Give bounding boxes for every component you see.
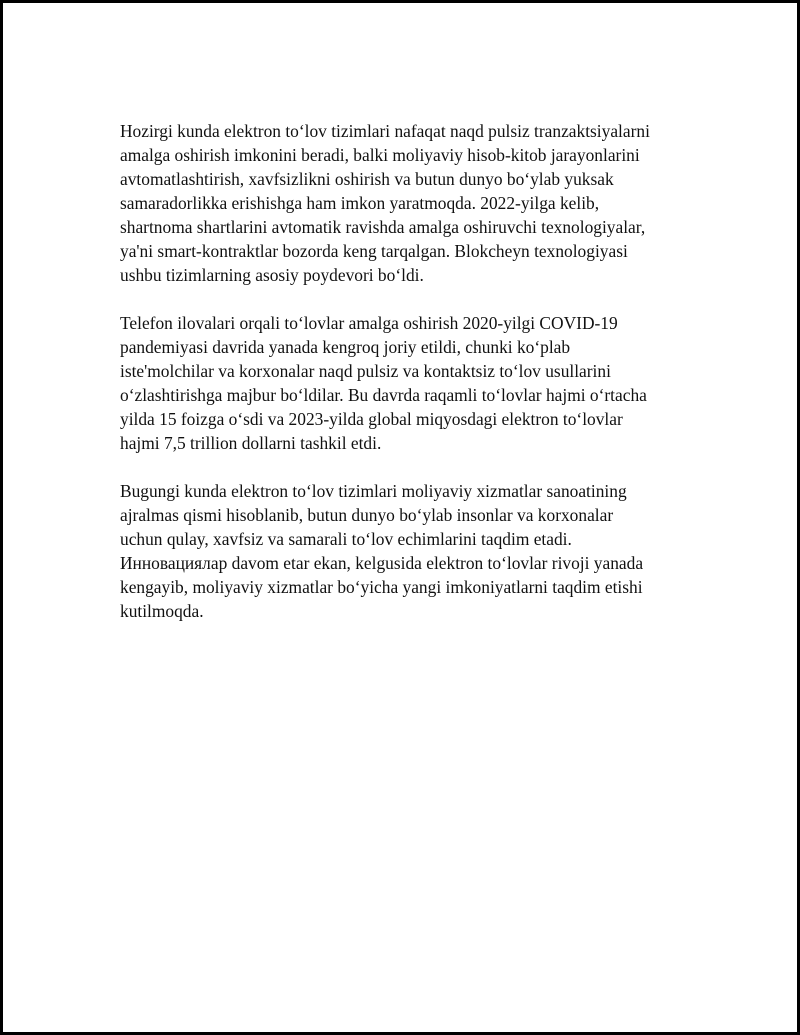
text-line: iste'molchilar va korxonalar naqd pulsiz va kontaktsiz to‘lov usullarini — [120, 361, 611, 381]
text-line: hajmi 7,5 trillion dollarni tashkil etdi. — [120, 433, 382, 453]
text-line: yilda 15 foizga o‘sdi va 2023-yilda global miqyosdagi elektron to‘lovlar — [120, 409, 623, 429]
text-line: ajralmas qismi hisoblanib, butun dunyo bo‘ylab insonlar va korxonalar — [120, 505, 614, 525]
text-line: samaradorlikka erishishga ham imkon yaratmoqda. 2022-yilga kelib, — [120, 193, 600, 213]
text-line: shartnoma shartlarini avtomatik ravishda amalga oshiruvchi texnologiyalar, — [120, 217, 646, 237]
text-line: Hozirgi kunda elektron to‘lov tizimlari nafaqat naqd pulsiz tranzaktsiyalarni — [120, 121, 650, 141]
paragraph-2 — [120, 311, 680, 455]
text-line: kutilmoqda. — [120, 601, 204, 621]
paragraph-1 — [120, 119, 680, 287]
text-line: Bugungi kunda elektron to‘lov tizimlari moliyaviy xizmatlar sanoatining — [120, 481, 627, 501]
text-line: kengayib, moliyaviy xizmatlar bo‘yicha yangi imkoniyatlarni taqdim etishi — [120, 577, 643, 597]
text-line: avtomatlashtirish, xavfsizlikni oshirish va butun dunyo bo‘ylab yuksak — [120, 169, 614, 189]
text-line: uchun qulay, xavfsiz va samarali to‘lov echimlarini taqdim etadi. — [120, 529, 572, 549]
paragraph-3 — [120, 479, 680, 623]
text-line: ya'ni smart-kontraktlar bozorda keng tarqalgan. Blokcheyn texnologiyasi — [120, 241, 628, 261]
text-line: Инновациялар davom etar ekan, kelgusida elektron to‘lovlar rivoji yanada — [120, 553, 644, 573]
text-line: o‘zlashtirishga majbur bo‘ldilar. Bu davrda raqamli to‘lovlar hajmi o‘rtacha — [120, 385, 647, 405]
text-line: ushbu tizimlarning asosiy poydevori bo‘ldi. — [120, 265, 424, 285]
document-body — [120, 119, 680, 647]
text-line: Telefon ilovalari orqali to‘lovlar amalga oshirish 2020-yilgi COVID-19 — [120, 313, 618, 333]
text-line: amalga oshirish imkonini beradi, balki moliyaviy hisob-kitob jarayonlarini — [120, 145, 640, 165]
text-line: pandemiyasi davrida yanada kengroq joriy etildi, chunki ko‘plab — [120, 337, 571, 357]
